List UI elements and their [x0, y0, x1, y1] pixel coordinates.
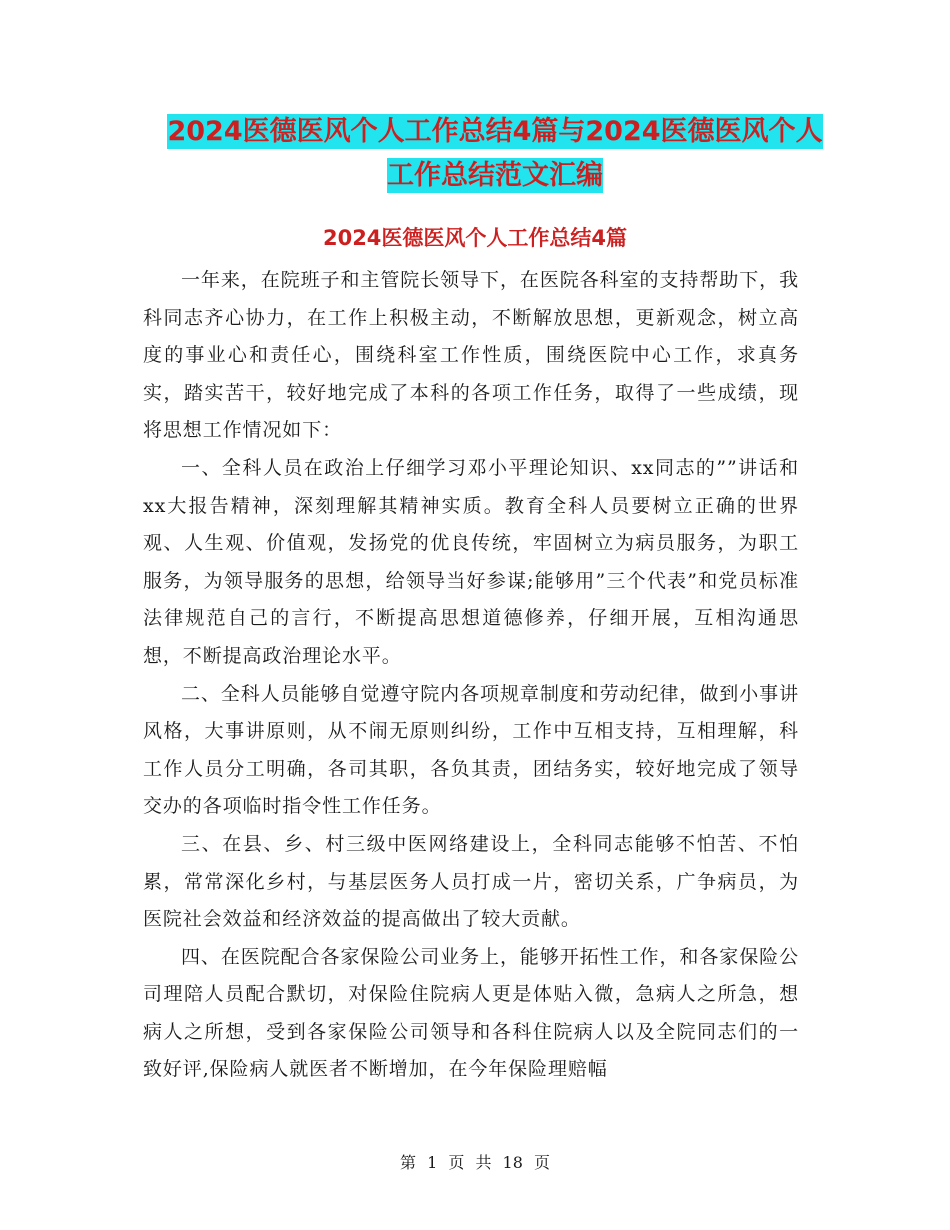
paragraph-2: 二、全科人员能够自觉遵守院内各项规章制度和劳动纪律，做到小事讲风格，大事讲原则，从不闹无原则纠纷，工作中互相支持，互相理解，科工作人员分工明确，各司其职，各负其责，团结务实，较好地完成了领导交办的各项临时指令性工作任务。: [143, 682, 799, 818]
document-title-line-2: [140, 150, 850, 202]
section-heading: 2024医德医风个人工作总结4篇: [322, 226, 628, 250]
document-title-highlight-1: 2024医德医风个人工作总结4篇与2024医德医风个人: [167, 116, 823, 147]
paragraph-intro: 一年来，在院班子和主管院长领导下，在医院各科室的支持帮助下，我科同志齐心协力，在工作上积极主动，不断解放思想，更新观念，树立高度的事业心和责任心，围绕科室工作性质，围绕医院中心工作，求真务实，踏实苦干，较好地完成了本科的各项工作任务，取得了一些成绩，现将思想工作情况如下：: [143, 269, 799, 442]
document-title-highlight-2: 工作总结范文汇编: [387, 160, 603, 191]
document-body: [143, 262, 799, 1089]
paragraph-3: 三、在县、乡、村三级中医网络建设上，全科同志能够不怕苦、不怕累，常常深化乡村，与基层医务人员打成一片，密切关系，广争病员，为医院社会效益和经济效益的提高做出了较大贡献。: [143, 832, 799, 931]
paragraph-4: 四、在医院配合各家保险公司业务上，能够开拓性工作，和各家保险公司理陪人员配合默切，对保险住院病人更是体贴入微，急病人之所急，想病人之所想，受到各家保险公司领导和各科住院病人以及全院同志们的一致好评,保险病人就医者不断增加，在今年保险理赔幅: [143, 945, 799, 1081]
paragraph-1: 一、全科人员在政治上仔细学习邓小平理论知识、xx同志的””讲话和xx大报告精神，深刻理解其精神实质。教育全科人员要树立正确的世界观、人生观、价值观，发扬党的优良传统，牢固树立为病员服务，为职工服务，为领导服务的思想，给领导当好参谋;能够用”三个代表”和党员标准法律规范自己的言行，不断提高思想道德修养，仔细开展，互相沟通思想，不断提高政治理论水平。: [143, 456, 799, 667]
page-number-footer: 第 1 页 共 18 页: [400, 1153, 550, 1172]
